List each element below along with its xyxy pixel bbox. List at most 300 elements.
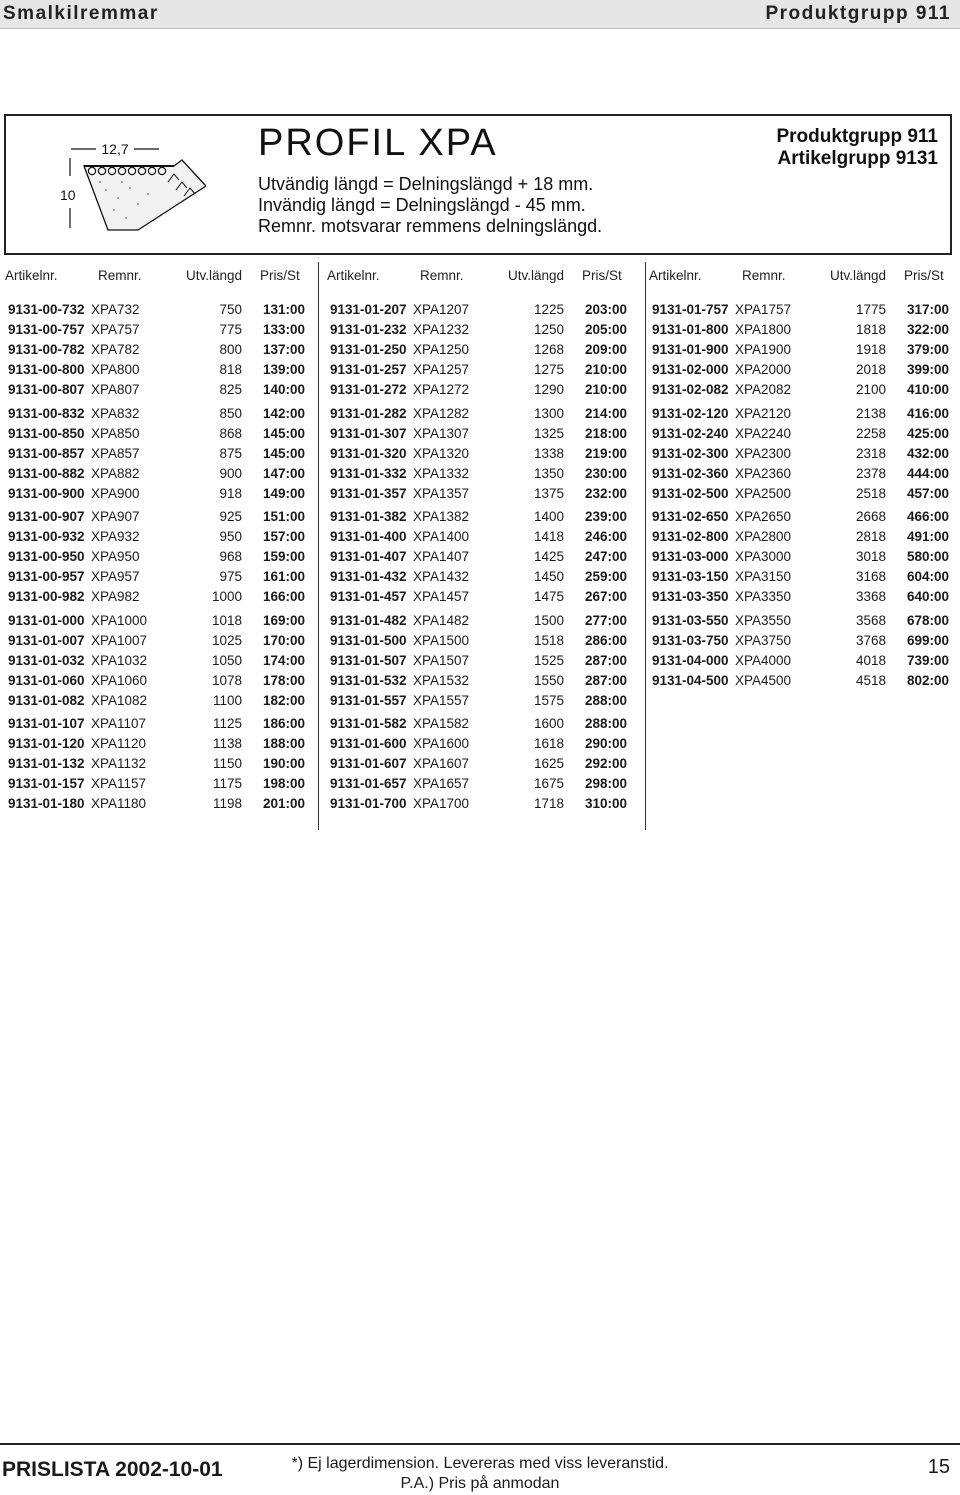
unit-price: 288:00 [584,716,627,731]
unit-price: 188:00 [262,736,305,752]
table-row [330,633,630,653]
dim-width-label: 12,7 [101,141,129,157]
belt-number: XPA857 [91,445,140,461]
unit-price: 739:00 [906,652,949,668]
unit-price: 214:00 [584,405,627,421]
outer-length: 1400 [533,509,564,524]
unit-price: 247:00 [584,549,627,565]
column-header: Remnr. [420,268,464,283]
outer-length: 1078 [211,672,242,688]
article-number: 9131-00-950 [8,549,85,565]
unit-price: 317:00 [906,302,949,317]
article-number: 9131-01-272 [330,382,407,398]
article-number: 9131-02-500 [652,485,729,501]
outer-length: 2258 [855,425,886,441]
outer-length: 2018 [855,362,886,378]
table-row [652,653,952,673]
outer-length: 1525 [533,652,564,668]
belt-number: XPA3550 [735,612,792,628]
unit-price: 287:00 [584,672,627,688]
belt-number: XPA1000 [91,612,148,628]
article-number: 9131-00-807 [8,382,85,398]
article-number: 9131-01-800 [652,322,729,338]
article-number: 9131-01-507 [330,652,407,668]
column-header: Artikelnr. [327,268,380,283]
outer-length: 1575 [533,692,564,708]
unit-price: 170:00 [262,632,305,648]
belt-number: XPA3000 [735,549,792,565]
table-row [8,342,308,362]
profile-line: Remnr. motsvarar remmens delningslängd. [258,216,603,236]
article-number: 9131-01-132 [8,756,85,772]
outer-length: 1418 [533,529,564,545]
outer-length: 1150 [212,756,242,772]
belt-number: XPA1157 [91,776,147,792]
belt-number: XPA1120 [91,736,147,752]
belt-number: XPA1800 [735,322,792,338]
article-number: 9131-01-582 [330,716,407,731]
article-number: 9131-01-120 [8,736,85,752]
profile-description [258,174,602,237]
table-row [8,756,308,776]
unit-price: 379:00 [906,342,949,358]
unit-price: 210:00 [584,382,627,398]
outer-length: 1050 [211,652,242,668]
unit-price: 399:00 [906,362,949,378]
column-header: Remnr. [742,268,786,283]
belt-number: XPA1700 [413,796,470,812]
table-row [330,302,630,322]
article-number: 9131-01-282 [330,405,407,421]
outer-length: 4018 [855,652,886,668]
unit-price: 432:00 [906,445,949,461]
table-row [8,466,308,486]
column-header: Pris/St [904,268,944,283]
table-row [330,756,630,776]
article-number: 9131-03-750 [652,632,729,648]
outer-length: 1625 [533,756,564,772]
belt-number: XPA4500 [735,672,792,688]
unit-price: 259:00 [584,569,627,585]
table-row [652,446,952,466]
outer-length: 1350 [533,465,564,481]
header-left-title: Smalkilremmar [3,3,159,24]
table-row [330,342,630,362]
profile-box [4,114,952,255]
belt-number: XPA1482 [413,612,470,628]
belt-number: XPA2300 [735,445,792,461]
unit-price: 310:00 [584,796,627,812]
article-number: 9131-02-240 [652,425,729,441]
column-divider [318,262,319,830]
unit-price: 286:00 [584,632,627,648]
outer-length: 875 [219,445,242,461]
article-group-line: Artikelgrupp 9131 [777,148,938,169]
article-number: 9131-00-800 [8,362,85,378]
unit-price: 410:00 [906,382,949,398]
table-row [330,362,630,382]
belt-number: XPA2240 [735,425,792,441]
unit-price: 174:00 [262,652,305,668]
belt-number: XPA1382 [413,509,470,524]
belt-number: XPA3350 [735,589,792,605]
outer-length: 1718 [533,796,564,812]
belt-number: XPA882 [91,465,140,481]
article-number: 9131-01-060 [8,672,85,688]
article-number: 9131-02-360 [652,465,729,481]
outer-length: 1818 [855,322,886,338]
outer-length: 1450 [533,569,564,585]
belt-number: XPA3750 [735,632,792,648]
belt-number: XPA907 [91,509,140,524]
unit-price: 580:00 [906,549,949,565]
unit-price: 161:00 [262,569,305,585]
table-row [8,322,308,342]
article-number: 9131-00-932 [8,529,85,545]
belt-number: XPA1600 [413,736,470,752]
unit-price: 159:00 [262,549,305,565]
unit-price: 604:00 [906,569,949,585]
unit-price: 290:00 [584,736,627,752]
article-number: 9131-01-157 [8,776,85,792]
column-header: Utv.längd [508,268,565,283]
table-row [330,426,630,446]
article-number: 9131-00-850 [8,425,85,441]
belt-number: XPA3150 [735,569,792,585]
outer-length: 2318 [855,445,886,461]
unit-price: 201:00 [262,796,305,812]
product-group [776,126,938,170]
column-header: Pris/St [582,268,622,283]
table-row [8,589,308,609]
article-number: 9131-01-407 [330,549,407,565]
belt-number: XPA1107 [91,716,147,731]
article-number: 9131-02-800 [652,529,729,545]
table-row [8,633,308,653]
unit-price: 182:00 [262,692,305,708]
outer-length: 825 [219,382,242,398]
outer-length: 775 [219,322,242,338]
belt-number: XPA1272 [413,382,470,398]
table-row [330,322,630,342]
article-number: 9131-00-782 [8,342,85,358]
belt-number: XPA800 [91,362,140,378]
belt-number: XPA957 [91,569,140,585]
top-header-bar [0,0,960,29]
table-row [8,613,308,633]
belt-number: XPA4000 [735,652,792,668]
belt-number: XPA950 [91,549,140,565]
belt-number: XPA2500 [735,485,792,501]
unit-price: 166:00 [262,589,305,605]
article-number: 9131-01-557 [330,692,407,708]
article-number: 9131-01-107 [8,716,85,731]
outer-length: 818 [219,362,242,378]
column-header: Artikelnr. [5,268,58,283]
article-number: 9131-04-500 [652,672,729,688]
outer-length: 4518 [855,672,886,688]
table-row [652,322,952,342]
article-number: 9131-01-532 [330,672,407,688]
unit-price: 246:00 [584,529,627,545]
footer-notes [230,1454,730,1494]
article-number: 9131-00-957 [8,569,85,585]
article-number: 9131-01-232 [330,322,407,338]
belt-number: XPA1557 [413,692,470,708]
table-row [652,549,952,569]
unit-price: 457:00 [906,485,949,501]
article-number: 9131-02-000 [652,362,729,378]
table-row [652,466,952,486]
article-number: 9131-02-082 [652,382,729,398]
belt-number: XPA782 [91,342,140,358]
article-number: 9131-00-882 [8,465,85,481]
belt-number: XPA1432 [413,569,470,585]
belt-number: XPA1607 [413,756,470,772]
unit-price: 292:00 [584,756,627,772]
table-row [330,653,630,673]
unit-price: 140:00 [262,382,305,398]
price-list-date: PRISLISTA 2002-10-01 [2,1458,223,1481]
table-row [652,633,952,653]
belt-number: XPA1320 [413,445,470,461]
table-row [652,509,952,529]
outer-length: 1275 [533,362,564,378]
outer-length: 1675 [533,776,564,792]
unit-price: 133:00 [262,322,305,338]
outer-length: 3568 [855,612,886,628]
belt-number: XPA757 [91,322,140,338]
article-number: 9131-02-300 [652,445,729,461]
table-row [330,382,630,402]
table-row [330,736,630,756]
table-row [8,693,308,713]
belt-number: XPA1257 [413,362,470,378]
table-row [330,569,630,589]
table-row [330,716,630,736]
outer-length: 1375 [533,485,564,501]
table-row [652,426,952,446]
outer-length: 3368 [855,589,886,605]
outer-length: 750 [219,302,242,317]
belt-number: XPA2082 [735,382,792,398]
belt-number: XPA1500 [413,632,470,648]
article-number: 9131-01-657 [330,776,407,792]
outer-length: 2100 [855,382,886,398]
belt-number: XPA1332 [413,465,470,481]
table-row [330,549,630,569]
belt-number: XPA1250 [413,342,470,358]
unit-price: 131:00 [262,302,305,317]
header-right-title: Produktgrupp 911 [765,3,951,24]
outer-length: 1618 [533,736,564,752]
table-row [330,693,630,713]
belt-number: XPA2000 [735,362,792,378]
outer-length: 800 [219,342,242,358]
belt-number: XPA1507 [413,652,470,668]
belt-number: XPA1900 [735,342,792,358]
belt-number: XPA932 [91,529,140,545]
unit-price: 145:00 [262,425,305,441]
outer-length: 1475 [533,589,564,605]
table-row [8,716,308,736]
table-row [330,466,630,486]
column-header: Artikelnr. [649,268,702,283]
column-header: Utv.längd [186,268,243,283]
outer-length: 1338 [533,445,564,461]
outer-length: 1018 [211,612,242,628]
table-row [330,509,630,529]
belt-number: XPA1132 [91,756,147,772]
article-number: 9131-01-082 [8,692,85,708]
table-row [8,406,308,426]
belt-number: XPA2360 [735,465,792,481]
unit-price: 169:00 [262,612,305,628]
table-row [8,486,308,506]
table-row [8,796,308,816]
belt-number: XPA1232 [413,322,470,338]
belt-number: XPA1457 [413,589,470,605]
dim-height-label: 10 [60,187,76,203]
outer-length: 1100 [212,692,242,708]
column-header: Pris/St [260,268,300,283]
article-number: 9131-01-432 [330,569,407,585]
unit-price: 157:00 [262,529,305,545]
article-number: 9131-01-607 [330,756,407,772]
outer-length: 1300 [533,405,564,421]
table-row [652,382,952,402]
unit-price: 322:00 [906,322,949,338]
article-number: 9131-01-000 [8,612,85,628]
outer-length: 1518 [533,632,564,648]
belt-number: XPA1207 [413,302,470,317]
outer-length: 868 [219,425,242,441]
unit-price: 444:00 [906,465,949,481]
unit-price: 219:00 [584,445,627,461]
article-number: 9131-02-650 [652,509,729,524]
outer-length: 3768 [855,632,886,648]
belt-number: XPA1757 [735,302,792,317]
article-number: 9131-01-400 [330,529,407,545]
table-row [8,673,308,693]
article-number: 9131-00-907 [8,509,85,524]
article-number: 9131-00-857 [8,445,85,461]
outer-length: 1600 [533,716,564,731]
table-row [652,302,952,322]
belt-number: XPA2800 [735,529,792,545]
table-row [330,589,630,609]
unit-price: 218:00 [584,425,627,441]
belt-number: XPA982 [91,589,140,605]
belt-number: XPA1307 [413,425,470,441]
table-row [8,569,308,589]
footer-rule [0,1443,960,1445]
outer-length: 1225 [533,302,564,317]
unit-price: 287:00 [584,652,627,668]
table-row [330,406,630,426]
unit-price: 178:00 [262,672,305,688]
article-number: 9131-02-120 [652,405,729,421]
belt-number: XPA1532 [413,672,470,688]
belt-number: XPA1180 [91,796,147,812]
outer-length: 1290 [533,382,564,398]
unit-price: 205:00 [584,322,627,338]
table-row [8,549,308,569]
outer-length: 900 [219,465,242,481]
unit-price: 149:00 [262,485,305,501]
outer-length: 2138 [855,405,886,421]
footer-note: *) Ej lagerdimension. Levereras med viss leveranstid. [291,1455,669,1472]
table-row [8,446,308,466]
outer-length: 1000 [211,589,242,605]
outer-length: 975 [219,569,242,585]
table-row [8,529,308,549]
article-number: 9131-01-457 [330,589,407,605]
table-row [8,776,308,796]
belt-number: XPA1060 [91,672,148,688]
outer-length: 925 [219,509,242,524]
table-row [652,673,952,693]
table-row [330,613,630,633]
unit-price: 198:00 [262,776,305,792]
belt-number: XPA1582 [413,716,470,731]
outer-length: 1250 [533,322,564,338]
table-row [330,446,630,466]
column-divider [645,262,646,830]
unit-price: 267:00 [584,589,627,605]
table-row [652,589,952,609]
column-header: Remnr. [98,268,142,283]
article-number: 9131-03-000 [652,549,729,565]
unit-price: 139:00 [262,362,305,378]
profile-title: PROFIL XPA [258,122,498,164]
article-number: 9131-00-757 [8,322,85,338]
unit-price: 190:00 [262,756,305,772]
article-number: 9131-01-482 [330,612,407,628]
unit-price: 145:00 [262,445,305,461]
belt-profile-drawing [56,138,206,248]
table-row [8,653,308,673]
table-row [8,362,308,382]
outer-length: 1125 [212,716,242,731]
outer-length: 950 [219,529,242,545]
unit-price: 239:00 [584,509,627,524]
unit-price: 288:00 [584,692,627,708]
unit-price: 416:00 [906,405,949,421]
belt-number: XPA2650 [735,509,792,524]
outer-length: 1268 [533,342,564,358]
article-number: 9131-01-332 [330,465,407,481]
unit-price: 802:00 [906,672,949,688]
article-number: 9131-00-982 [8,589,85,605]
outer-length: 1918 [855,342,886,358]
article-number: 9131-03-550 [652,612,729,628]
unit-price: 151:00 [262,509,305,524]
table-row [652,569,952,589]
table-row [652,486,952,506]
article-number: 9131-01-007 [8,632,85,648]
unit-price: 298:00 [584,776,627,792]
article-number: 9131-01-600 [330,736,407,752]
belt-number: XPA1657 [413,776,470,792]
unit-price: 640:00 [906,589,949,605]
article-number: 9131-01-900 [652,342,729,358]
article-number: 9131-01-757 [652,302,729,317]
table-row [652,362,952,382]
table-row [8,736,308,756]
outer-length: 2378 [855,465,886,481]
outer-length: 1425 [533,549,564,565]
